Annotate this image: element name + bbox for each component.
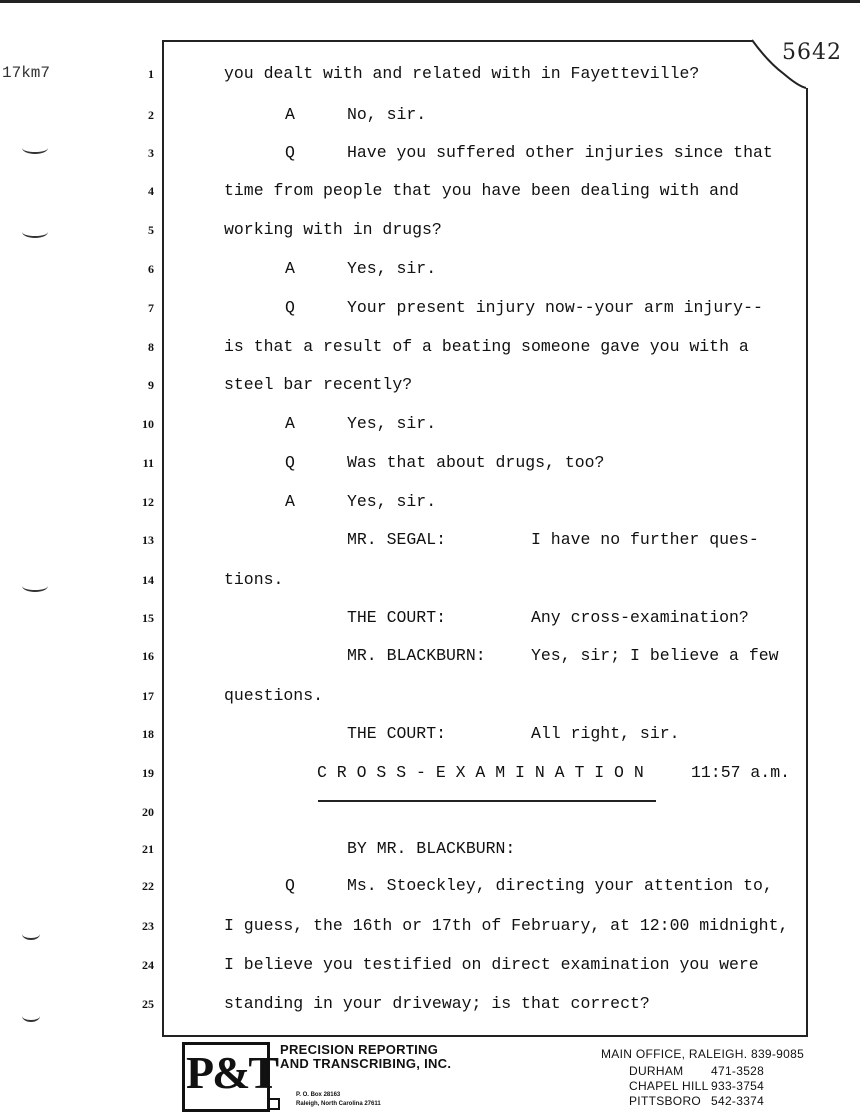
transcript-text: Any cross-examination? (531, 608, 749, 627)
line-number: 15 (142, 611, 154, 625)
transcript-text: is that a result of a beating someone gave you with a (224, 337, 749, 356)
office-durham (629, 1064, 789, 1078)
binding-mark (22, 1010, 40, 1022)
transcript-text: MR. SEGAL: (347, 530, 447, 549)
transcript-text: 11:57 a.m. (691, 763, 791, 782)
transcript-text: Q (285, 876, 295, 895)
firm-name-line2: AND TRANSCRIBING, INC. (280, 1056, 452, 1071)
transcript-text: A (285, 414, 295, 433)
transcript-text: A (285, 105, 295, 124)
office-city: PITTSBORO (629, 1094, 702, 1108)
binding-mark (22, 226, 48, 238)
margin-box-right (806, 88, 808, 1036)
transcript-text: Q (285, 143, 295, 162)
office-city: CHAPEL HILL (629, 1079, 709, 1093)
office-phone: 542-3374 (711, 1094, 765, 1108)
transcript-text: Q (285, 453, 295, 472)
transcript-text: I believe you testified on direct examination you were (224, 955, 759, 974)
office-phone: 839-9085 (750, 1047, 805, 1061)
transcript-text: questions. (224, 686, 324, 705)
firm-address: Raleigh, North Carolina 27611 (296, 1101, 381, 1107)
transcript-text: THE COURT: (347, 608, 447, 627)
binding-mark (22, 142, 48, 154)
line-number: 18 (142, 727, 154, 741)
transcript-text: Your present injury now--your arm injury-- (347, 298, 763, 317)
transcript-text: steel bar recently? (224, 375, 413, 394)
line-number: 11 (142, 456, 154, 470)
line-number: 12 (142, 495, 154, 509)
transcript-text: Yes, sir. (347, 492, 437, 511)
line-number: 25 (142, 997, 154, 1011)
transcript-text: I have no further ques- (531, 530, 759, 549)
line-number: 3 (148, 146, 154, 160)
transcript-text: Have you suffered other injuries since that (347, 143, 773, 162)
transcript-text: Was that about drugs, too? (347, 453, 605, 472)
firm-name-line1: PRECISION REPORTING (280, 1042, 439, 1057)
transcript-text: Yes, sir. (347, 259, 437, 278)
binding-mark (22, 580, 48, 592)
transcript-text: No, sir. (347, 105, 427, 124)
line-number: 14 (142, 573, 154, 587)
line-number: 4 (148, 184, 154, 198)
transcript-text: tions. (224, 570, 284, 589)
transcript-text: All right, sir. (531, 724, 680, 743)
transcript-text: standing in your driveway; is that correct? (224, 994, 650, 1013)
transcript-text: you dealt with and related with in Fayetteville? (224, 64, 700, 83)
transcript-text: Q (285, 298, 295, 317)
page-number: 5642 (782, 40, 842, 65)
office-chapel-hill (629, 1079, 789, 1093)
transcript-text: MR. BLACKBURN: (347, 646, 486, 665)
office-city: DURHAM (629, 1064, 684, 1078)
office-city: MAIN OFFICE, RALEIGH (601, 1047, 744, 1061)
logo-lettering: P&T (186, 1047, 278, 1098)
line-number: 22 (142, 879, 154, 893)
line-number: 5 (148, 223, 154, 237)
section-underline (318, 800, 656, 802)
margin-box-bottom (162, 1035, 808, 1037)
transcript-text: A (285, 492, 295, 511)
line-number: 24 (142, 958, 154, 972)
transcript-text: A (285, 259, 295, 278)
line-number: 23 (142, 919, 154, 933)
transcript-text: working with in drugs? (224, 220, 442, 239)
transcript-text: time from people that you have been dealing with and (224, 181, 739, 200)
office-main: MAIN OFFICE, RALEIGH. 839-9085 (601, 1047, 805, 1061)
margin-box-left (162, 40, 164, 1036)
transcript-text: Yes, sir; I believe a few (531, 646, 779, 665)
transcript-text: C R O S S - E X A M I N A T I O N (317, 763, 644, 782)
line-number: 6 (148, 262, 154, 276)
line-number: 2 (148, 108, 154, 122)
transcript-text: Yes, sir. (347, 414, 437, 433)
line-number: 20 (142, 805, 154, 819)
transcript-text: THE COURT: (347, 724, 447, 743)
line-number: 19 (142, 766, 154, 780)
line-number: 7 (148, 301, 154, 315)
po-box: P. O. Box 28163 (296, 1092, 341, 1098)
transcript-text: BY MR. BLACKBURN: (347, 839, 516, 858)
transcript-text: Ms. Stoeckley, directing your attention to, (347, 876, 773, 895)
office-phone: 933-3754 (711, 1079, 765, 1093)
logo-square (268, 1098, 280, 1110)
line-number: 9 (148, 378, 154, 392)
margin-code: 17km7 (2, 64, 51, 82)
margin-box-top (162, 40, 752, 42)
line-number: 1 (148, 67, 154, 81)
line-number: 8 (148, 340, 154, 354)
office-phone: 471-3528 (711, 1064, 765, 1078)
top-border (0, 0, 860, 3)
line-number: 13 (142, 533, 154, 547)
transcript-text: I guess, the 16th or 17th of February, at 12:00 midnight, (224, 916, 789, 935)
line-number: 16 (142, 649, 154, 663)
office-pittsboro (629, 1094, 789, 1108)
line-number: 17 (142, 689, 154, 703)
line-number: 21 (142, 842, 154, 856)
line-number: 10 (142, 417, 154, 431)
binding-mark (22, 928, 40, 940)
